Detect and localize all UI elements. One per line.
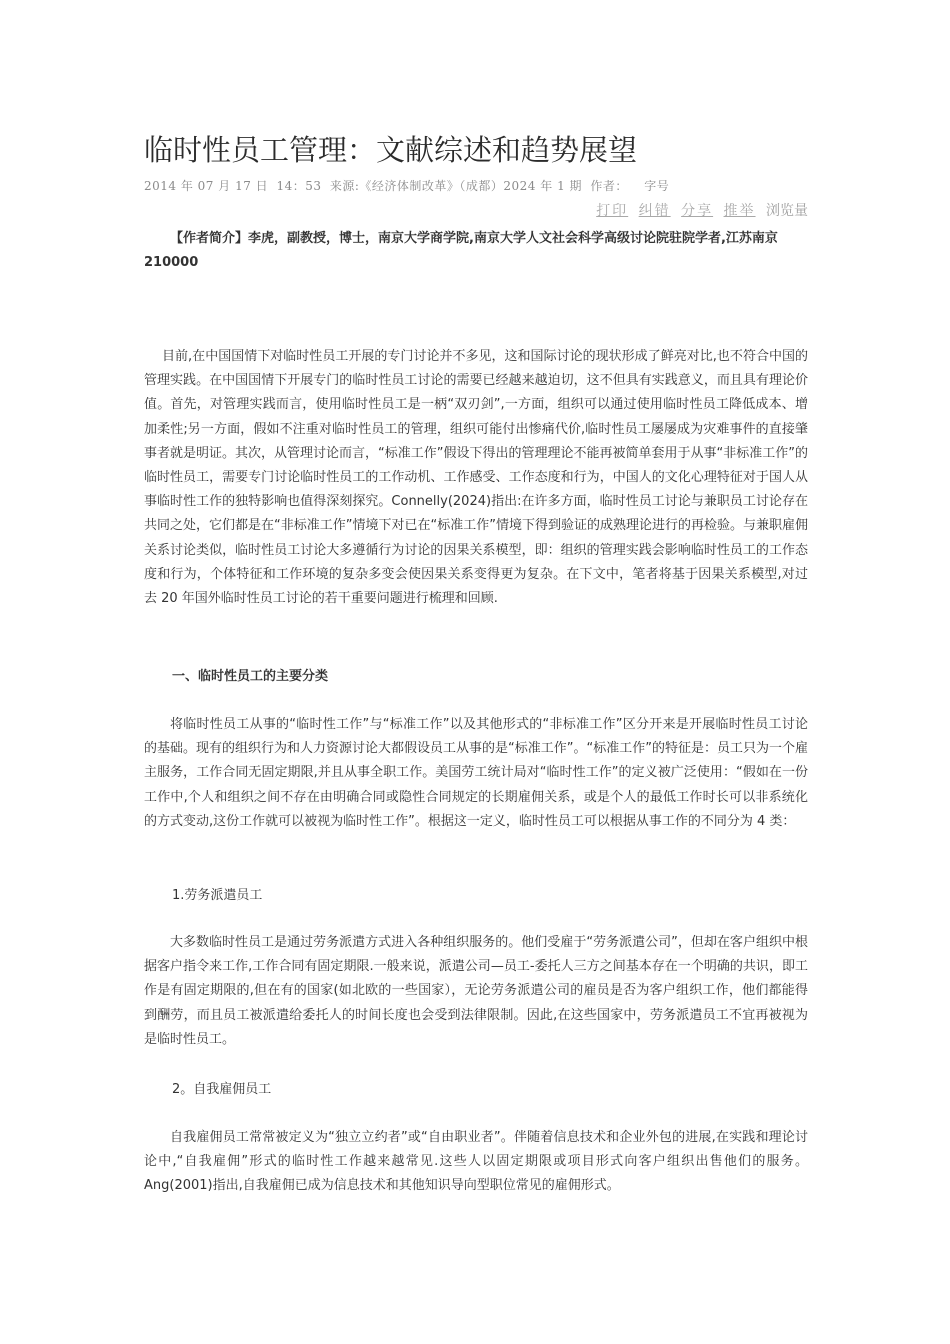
print-link[interactable]: 打印	[596, 203, 629, 219]
paragraph-dispatch-workers: 大多数临时性员工是通过劳务派遣方式进入各种组织服务的。他们受雇于“劳务派遣公司”，但却在客户组织中根据客户指令来工作,工作合同有固定期限.一般来说，派遣公司—员工-委托人三方之间基本存在一个明确的共识，即工作是有固定期限的,但在有的国家(如北欧的一些国家），无论劳务派遣公司的雇员是否为客户组织工作，他们都能得到酬劳，而且员工被派遣给委托人的时间长度也会受到法律限制。因此,在这些国家中，劳务派遣员工不宜再被视为是临时性员工。	[144, 935, 808, 1047]
section-heading-classification: 一、临时性员工的主要分类	[172, 669, 329, 684]
font-size-label[interactable]: 字号	[644, 179, 670, 193]
article-source: 来源:《经济体制改革》（成都）2024 年 1 期	[329, 179, 583, 193]
publish-time: 14：53	[276, 179, 322, 193]
share-link[interactable]: 分享	[681, 203, 714, 219]
author-intro: 【作者简介】李虎，副教授，博士，南京大学商学院,南京大学人文社会科学高级讨论院驻院学者,江苏南京 210000	[144, 231, 791, 270]
article-meta	[144, 178, 673, 194]
paragraph-classification: 将临时性员工从事的“临时性工作”与“标准工作”以及其他形式的“非标准工作”区分开来是开展临时性员工讨论的基础。现有的组织行为和人力资源讨论大都假设员工从事的是“标准工作”。“标准工作”的特征是：员工只为一个雇主服务，工作合同无固定期限,并且从事全职工作。美国劳工统计局对“临时性工作”的定义被广泛使用：“假如在一份工作中,个人和组织之间不存在由明确合同或隐性合同规定的长期雇佣关系，或是个人的最低工作时长可以非系统化的方式变动,这份工作就可以被视为临时性工作”。根据这一定义，临时性员工可以根据从事工作的不同分为 4 类：	[144, 717, 808, 829]
paragraph-self-employed: 自我雇佣员工常常被定义为“独立立约者”或“自由职业者”。伴随着信息技术和企业外包的进展,在实践和理论讨论中,“自我雇佣”形式的临时性工作越来越常见.这些人以固定期限或项目形式向客户组织出售他们的服务。Ang(2001)指出,自我雇佣已成为信息技术和其他知识导向型职位常见的雇佣形式。	[144, 1130, 808, 1194]
publish-date: 2014 年 07 月 17 日	[144, 179, 269, 193]
article-title: 临时性员工管理：文献综述和趋势展望	[144, 133, 638, 167]
author-label: 作者：	[590, 179, 628, 193]
view-count-label: 浏览量	[766, 203, 808, 219]
paragraph-intro: 目前,在中国国情下对临时性员工开展的专门讨论并不多见，这和国际讨论的现状形成了鲜亮对比,也不符合中国的管理实践。在中国国情下开展专门的临时性员工讨论的需要已经越来越迫切，这不但具有实践意义，而且具有理论价值。首先，对管理实践而言，使用临时性员工是一柄“双刃剑”,一方面，组织可以通过使用临时性员工降低成本、增加柔性;另一方面，假如不注重对临时性员工的管理，组织可能付出惨痛代价,临时性员工屡屡成为灾难事件的直接肇事者就是明证。其次，从管理讨论而言，“标准工作”假设下得出的管理理论不能再被简单套用于从事“非标准工作”的临时性员工，需要专门讨论临时性员工的工作动机、工作感受、工作态度和行为，中国人的文化心理特征对于国人从事临时性工作的独特影响也值得深刻探究。Connelly(2024)指出:在许多方面，临时性员工讨论与兼职员工讨论存在共同之处，它们都是在“非标准工作”情境下对已在“标准工作”情境下得到验证的成熟理论进行的再检验。与兼职雇佣关系讨论类似，临时性员工讨论大多遵循行为讨论的因果关系模型，即：组织的管理实践会影响临时性员工的工作态度和行为，个体特征和工作环境的复杂多变会使因果关系变得更为复杂。在下文中，笔者将基于因果关系模型,对过去 20 年国外临时性员工讨论的若干重要问题进行梳理和回顾.	[144, 349, 808, 607]
subheading-dispatch-workers: 1.劳务派遣员工	[172, 888, 263, 903]
article-actions	[590, 201, 808, 221]
recommend-link[interactable]: 推举	[723, 203, 756, 219]
subheading-self-employed: 2。自我雇佣员工	[172, 1082, 272, 1097]
correct-link[interactable]: 纠错	[638, 203, 671, 219]
